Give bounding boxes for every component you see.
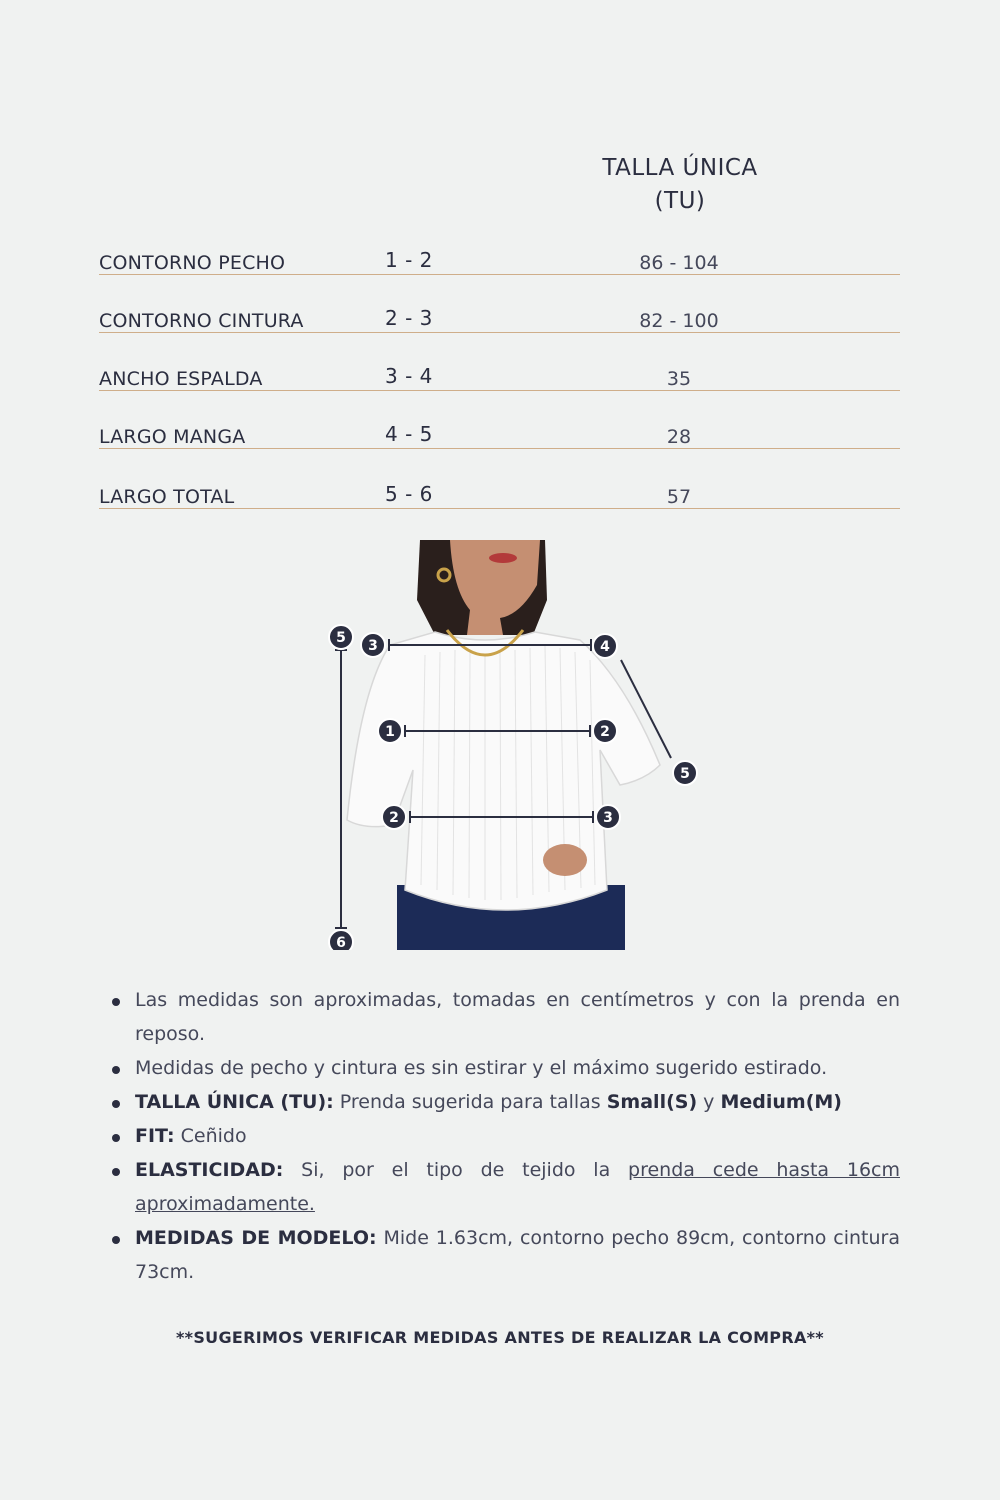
marker-5-top: [329, 625, 353, 649]
marker-3-shoulder: [361, 633, 385, 657]
row-points: 3 - 4: [385, 364, 433, 388]
note-text: y: [697, 1091, 721, 1113]
note-text: Si, por el tipo de tejido la: [283, 1159, 629, 1181]
model-figure: [325, 540, 705, 950]
marker-3-waist: [596, 805, 620, 829]
marker-5-sleeve: [673, 761, 697, 785]
svg-text:6: 6: [336, 935, 346, 950]
row-value: 35: [666, 368, 692, 390]
marker-6: [329, 930, 353, 950]
list-item: [105, 1153, 900, 1221]
svg-text:3: 3: [368, 638, 378, 654]
svg-text:3: 3: [603, 810, 613, 826]
note-text: Medidas de pecho y cintura es sin estirar y el máximo sugerido estirado.: [135, 1057, 828, 1079]
note-text: Mide 1.63cm, contorno pecho 89cm, contorno cintura 73cm.: [135, 1227, 900, 1283]
row-points: 1 - 2: [385, 248, 433, 272]
notes-list: [105, 983, 900, 1289]
size-small: Small(S): [606, 1091, 698, 1113]
size-header-line1: TALLA ÚNICA: [602, 155, 758, 181]
table-row: [99, 478, 900, 509]
row-label: LARGO TOTAL: [99, 486, 235, 508]
bullet-icon: [112, 1066, 120, 1074]
note-label: FIT:: [135, 1125, 175, 1147]
row-label: LARGO MANGA: [99, 426, 246, 448]
size-column-header: [580, 152, 780, 218]
note-label: ELASTICIDAD:: [135, 1159, 284, 1181]
table-row: [99, 360, 900, 391]
list-item: [105, 1085, 900, 1119]
list-item: [105, 983, 900, 1051]
row-label: ANCHO ESPALDA: [99, 368, 263, 390]
row-label: CONTORNO CINTURA: [99, 310, 304, 332]
row-value: 82 - 100: [639, 310, 719, 332]
svg-text:4: 4: [600, 639, 610, 655]
row-label: CONTORNO PECHO: [99, 252, 286, 274]
note-label: MEDIDAS DE MODELO:: [135, 1227, 377, 1249]
table-row: [99, 418, 900, 449]
svg-text:1: 1: [385, 724, 395, 740]
row-points: 4 - 5: [385, 422, 433, 446]
list-item: [105, 1051, 900, 1085]
marker-2-chest: [593, 719, 617, 743]
blouse-shape: [347, 632, 660, 910]
list-item: [105, 1221, 900, 1289]
svg-text:2: 2: [600, 724, 610, 740]
elasticity-highlight: prenda cede hasta 16cm aproximadamente.: [135, 1159, 900, 1215]
bullet-icon: [112, 1134, 120, 1142]
table-row: [99, 302, 900, 333]
list-item: [105, 1119, 900, 1153]
row-points: 2 - 3: [385, 306, 433, 330]
hand-shape: [543, 844, 587, 876]
size-header-line2: (TU): [654, 188, 706, 214]
note-text: Prenda sugerida para tallas: [333, 1091, 607, 1113]
row-value: 86 - 104: [639, 252, 719, 274]
table-row: [99, 244, 900, 275]
bullet-icon: [112, 1100, 120, 1108]
lips-shape: [489, 553, 517, 563]
bullet-icon: [112, 998, 120, 1006]
size-medium: Medium(M): [720, 1091, 842, 1113]
svg-text:5: 5: [680, 766, 690, 782]
note-text: Las medidas son aproximadas, tomadas en centímetros y con la prenda en reposo.: [135, 989, 900, 1045]
note-text: Ceñido: [174, 1125, 247, 1147]
svg-text:5: 5: [336, 630, 346, 646]
bullet-icon: [112, 1236, 120, 1244]
row-value: 28: [666, 426, 692, 448]
marker-2-waist: [382, 805, 406, 829]
svg-text:2: 2: [389, 810, 399, 826]
marker-4: [593, 634, 617, 658]
bullet-icon: [112, 1168, 120, 1176]
garment-illustration: [325, 540, 705, 950]
note-label: TALLA ÚNICA (TU):: [135, 1091, 334, 1113]
marker-1: [378, 719, 402, 743]
row-points: 5 - 6: [385, 482, 433, 506]
row-value: 57: [666, 486, 692, 508]
footer-warning: **SUGERIMOS VERIFICAR MEDIDAS ANTES DE REALIZAR LA COMPRA**: [176, 1328, 824, 1347]
